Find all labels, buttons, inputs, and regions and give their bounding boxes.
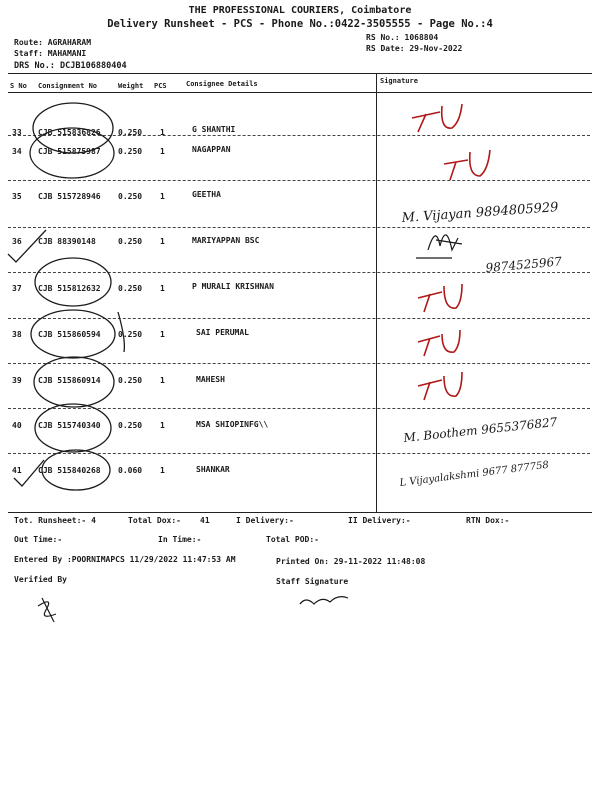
row-pcs: 1 <box>160 284 165 293</box>
row-consignee: G SHANTHI <box>192 125 236 134</box>
verified-by: Verified By <box>14 575 67 584</box>
staff-signature-scribble <box>300 597 348 604</box>
row-consignee: MAHESH <box>196 375 225 384</box>
ii-delivery: II Delivery:- <box>348 516 411 525</box>
col-signature: Signature <box>380 77 418 85</box>
rs-number: RS No.: 1068804 <box>366 33 439 42</box>
handwriting-text: T/U <box>410 124 412 125</box>
row-sno: 36 <box>12 237 22 246</box>
row-weight: 0.060 <box>118 466 143 475</box>
row-consignment: CJB 88390148 <box>38 237 96 246</box>
row-consignee: MARIYAPPAN BSC <box>192 236 260 245</box>
col-consignee: Consignee Details <box>186 80 258 88</box>
rs-date: RS Date: 29-Nov-2022 <box>366 44 463 53</box>
col-weight: Weight <box>118 82 144 90</box>
handwriting-text: T/U <box>418 348 420 349</box>
tick-mark <box>14 460 44 486</box>
row-weight: 0.250 <box>118 421 143 430</box>
row-consignee: GEETHA <box>192 190 221 199</box>
row-consignment: CJB 515812632 <box>38 284 101 293</box>
tu-mark <box>418 330 460 356</box>
col-sno: S No <box>10 82 27 90</box>
staff-signature-label: Staff Signature <box>276 577 349 586</box>
staff: Staff: MAHAMANI <box>14 49 87 58</box>
runsheet-title: Delivery Runsheet - PCS - Phone No.:0422-3505555 - Page No.:4 <box>107 18 493 30</box>
tu-mark <box>418 372 462 400</box>
col-pcs: PCS <box>154 82 167 90</box>
row-weight: 0.250 <box>118 147 143 156</box>
handwriting-text: L Vijayalakshmi 9677 877758 <box>399 459 550 489</box>
row-consignee: MSA SHIOPINFG\\ <box>196 420 269 429</box>
row-pcs: 1 <box>160 147 165 156</box>
route: Route: AGRAHARAM <box>14 38 92 47</box>
row-consignment: CJB 515728946 <box>38 192 101 201</box>
row-consignment: CJB 515836826 <box>38 128 101 137</box>
col-consignment: Consignment No <box>38 82 98 90</box>
circle-mark <box>35 258 111 306</box>
circle-mark <box>35 404 111 452</box>
circle-mark <box>34 357 114 407</box>
row-pcs: 1 <box>160 192 165 201</box>
handwriting-text: T/U <box>418 304 420 305</box>
row-pcs: 1 <box>160 421 165 430</box>
row-sno: 38 <box>12 330 22 339</box>
row-weight: 0.250 <box>118 376 143 385</box>
handwriting-text: M. Vijayan 9894805929 <box>401 200 559 226</box>
row-pcs: 1 <box>160 237 165 246</box>
row-consignment: CJB 515860914 <box>38 376 101 385</box>
drs-number: DRS No.: DCJB106880404 <box>14 61 127 71</box>
row-weight: 0.250 <box>118 330 143 339</box>
signature-scribble <box>428 235 462 250</box>
tick-mark <box>8 230 46 262</box>
row-sno: 39 <box>12 376 22 385</box>
row-consignee: SHANKAR <box>196 465 230 474</box>
total-pod: Total POD:- <box>266 535 319 544</box>
handwriting-text: 9874525967 <box>485 254 563 275</box>
out-time: Out Time:- <box>14 535 63 544</box>
row-consignee: SAI PERUMAL <box>196 328 249 337</box>
tu-mark <box>444 150 490 180</box>
handwriting-text: T/U <box>446 170 448 171</box>
row-sno: 33 <box>12 128 22 137</box>
row-sno: 35 <box>12 192 22 201</box>
in-time: In Time:- <box>158 535 202 544</box>
rtn-dox: RTN Dox:- <box>466 516 510 525</box>
row-pcs: 1 <box>160 466 165 475</box>
handwriting-text: M. Boothem 9655376827 <box>402 414 558 445</box>
row-weight: 0.250 <box>118 128 143 137</box>
printed-on: Printed On: 29-11-2022 11:48:08 <box>276 557 426 566</box>
handwriting-text: T/U <box>418 392 420 393</box>
row-sno: 34 <box>12 147 22 156</box>
circle-mark <box>42 450 110 490</box>
entered-by: Entered By :POORNIMAPCS 11/29/2022 11:47:53 AM <box>14 555 236 564</box>
row-consignee: NAGAPPAN <box>192 145 231 154</box>
row-consignment: CJB 515740340 <box>38 421 101 430</box>
row-weight: 0.250 <box>118 237 143 246</box>
row-consignment: CJB 515860594 <box>38 330 101 339</box>
tot-runsheet: Tot. Runsheet:- 4 <box>14 516 96 525</box>
i-delivery: I Delivery:- <box>236 516 294 525</box>
total-dox-value: 41 <box>200 516 210 525</box>
company-title: THE PROFESSIONAL COURIERS, Coimbatore <box>188 5 412 16</box>
tick-mark <box>118 312 124 352</box>
row-sno: 37 <box>12 284 22 293</box>
row-weight: 0.250 <box>118 192 143 201</box>
row-sno: 41 <box>12 466 22 475</box>
row-weight: 0.250 <box>118 284 143 293</box>
row-consignment: CJB 515840268 <box>38 466 101 475</box>
total-dox-label: Total Dox:- <box>128 516 181 525</box>
tu-mark <box>412 104 462 132</box>
verified-signature-scribble <box>38 598 56 622</box>
row-pcs: 1 <box>160 330 165 339</box>
row-consignment: CJB 515875987 <box>38 147 101 156</box>
row-pcs: 1 <box>160 376 165 385</box>
tu-mark <box>418 284 462 312</box>
circle-mark <box>31 310 115 358</box>
row-pcs: 1 <box>160 128 165 137</box>
row-sno: 40 <box>12 421 22 430</box>
row-consignee: P MURALI KRISHNAN <box>192 282 274 291</box>
